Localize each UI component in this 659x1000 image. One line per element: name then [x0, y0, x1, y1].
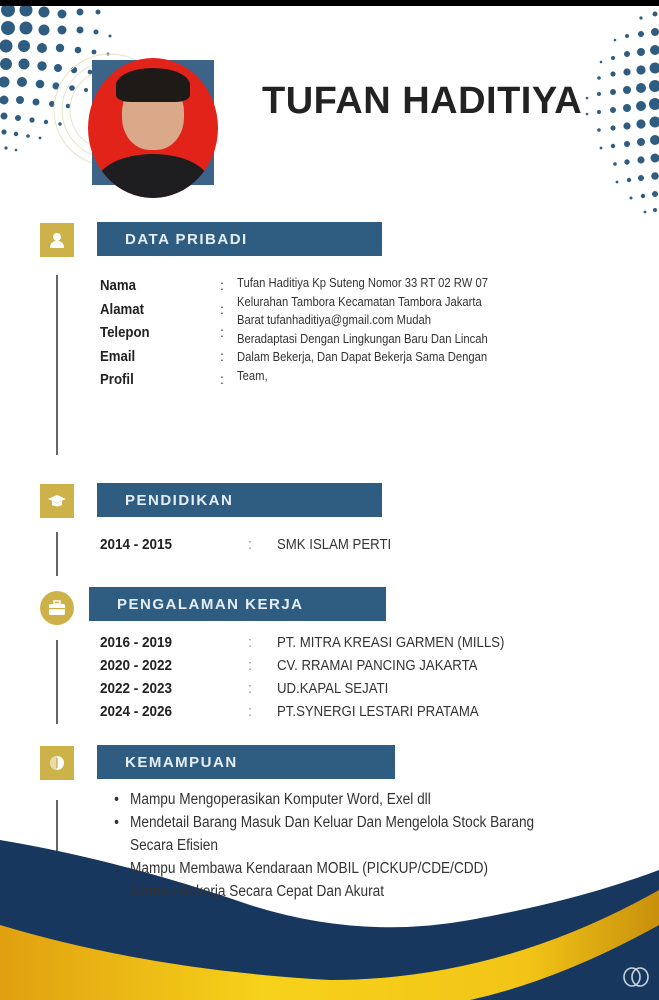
text-line: Kelurahan Tambora Kecamatan Tambora Jakarta	[237, 294, 482, 309]
label-alamat: Alamat	[100, 300, 145, 318]
separator: :	[248, 536, 253, 553]
skill-item: • Mendetail Barang Masuk Dan Keluar Dan Mengelola Stock Barang	[130, 811, 534, 834]
timeline-line	[56, 640, 58, 724]
photo-shirt	[96, 154, 210, 198]
colon: :	[220, 277, 224, 293]
skill-item-continuation: Secara Efisien	[130, 837, 218, 854]
timeline-line	[56, 532, 58, 576]
text-line: Tufan Haditiya Kp Suteng Nomor 33 RT 02 RW 07	[237, 276, 488, 290]
separator: :	[248, 703, 253, 720]
experience-years: 2016 - 2019	[100, 634, 173, 651]
user-icon	[40, 223, 74, 257]
skill-icon	[40, 746, 74, 780]
colon: :	[220, 300, 224, 317]
text-line: Team,	[237, 368, 268, 383]
label-email: Email	[100, 347, 136, 365]
photo-hair	[116, 68, 190, 102]
skill-item: • Mampu Mengoperasikan Komputer Word, Exel dll	[130, 788, 534, 811]
skills-list	[130, 788, 589, 903]
resume-name: TUFAN HADITIYA	[262, 80, 583, 122]
section-header-kemampuan: KEMAMPUAN	[97, 745, 395, 779]
text-line: Dalam Bekerja, Dan Dapat Bekerja Sama Dengan	[237, 350, 488, 365]
briefcase-icon	[40, 591, 74, 625]
timeline-line	[56, 275, 58, 455]
colon: :	[220, 371, 224, 387]
separator: :	[248, 634, 253, 651]
skill-item: Mampu Bekerja Secara Cepat Dan Akurat	[130, 883, 384, 900]
text-line: Barat tufanhaditiya@gmail.com Mudah	[237, 313, 432, 328]
experience-company: PT.SYNERGI LESTARI PRATAMA	[277, 703, 479, 720]
graduation-cap-icon	[40, 484, 74, 518]
section-header-pengalaman-kerja: PENGALAMAN KERJA	[89, 587, 386, 621]
label-nama: Nama	[100, 277, 136, 294]
personal-data-text	[237, 274, 507, 386]
experience-years: 2020 - 2022	[100, 657, 173, 674]
skill-item: • Mampu Membawa Kendaraan MOBIL (PICKUP/CDE/CDD)	[130, 857, 534, 880]
profile-photo	[92, 60, 214, 185]
section-header-pendidikan: PENDIDIKAN	[97, 483, 382, 517]
personal-data-block	[100, 274, 488, 392]
photo-red-background	[88, 58, 218, 198]
experience-company: CV. RRAMAI PANCING JAKARTA	[277, 657, 478, 674]
experience-company: PT. MITRA KREASI GARMEN (MILLS)	[277, 634, 505, 651]
label-telepon: Telepon	[100, 324, 150, 341]
separator: :	[248, 657, 253, 674]
text-line: Beradaptasi Dengan Lingkungan Baru Dan Lincah	[237, 331, 488, 346]
separator: :	[248, 680, 253, 697]
colon: :	[220, 324, 224, 340]
experience-years: 2022 - 2023	[100, 680, 173, 697]
education-school: SMK ISLAM PERTI	[277, 536, 392, 553]
section-header-data-pribadi: DATA PRIBADI	[97, 222, 382, 256]
experience-years: 2024 - 2026	[100, 703, 173, 720]
experience-company: UD.KAPAL SEJATI	[277, 680, 389, 697]
education-years: 2014 - 2015	[100, 536, 173, 553]
watermark-logo-icon	[622, 966, 650, 988]
colon: :	[220, 347, 224, 364]
top-black-bar	[0, 0, 659, 6]
label-profil: Profil	[100, 371, 134, 388]
